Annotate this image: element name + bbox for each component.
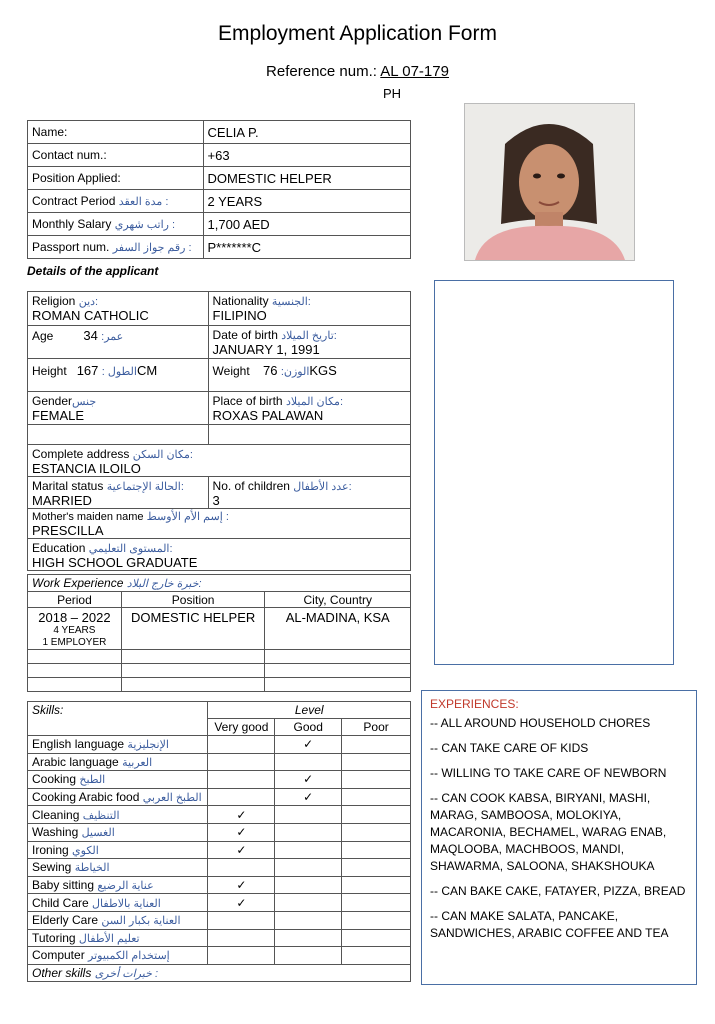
skill-name: Washing (32, 825, 79, 840)
experience-item: -- ALL AROUND HOUSEHOLD CHORES (430, 716, 651, 730)
skill-level-cell (342, 771, 411, 789)
skill-level-cell (275, 806, 342, 824)
work-header-position: Position (121, 592, 265, 608)
form-title: Employment Application Form (218, 22, 497, 45)
skill-name-cell (28, 894, 208, 912)
skill-level-cell (342, 736, 411, 754)
children-cell (208, 477, 410, 509)
weight-arabic: الوزن: (280, 366, 310, 378)
other-skills-row (28, 964, 411, 981)
skill-name-cell (28, 753, 208, 771)
religion-label: Religion (32, 294, 76, 308)
gender-label: Gender (32, 394, 73, 408)
basic-info-table (27, 120, 411, 259)
skill-name-arabic: تعليم الأطفال (78, 932, 140, 945)
info-label: Contract Period (32, 194, 116, 208)
skill-name-cell (28, 771, 208, 789)
age-value: 34 (83, 328, 98, 343)
check-icon: ✓ (303, 772, 314, 787)
mother-arabic: إسم الأم الأوسط : (146, 511, 229, 523)
skill-level-cell (275, 947, 342, 965)
skill-row (28, 876, 411, 894)
check-icon: ✓ (303, 737, 314, 752)
reference-number: AL 07-179 (380, 63, 449, 80)
marital-value: MARRIED (32, 493, 92, 508)
blank-cell (208, 425, 410, 445)
info-label-cell (28, 144, 204, 167)
info-label-cell (28, 121, 204, 144)
info-label-arabic: راتب شهري : (114, 219, 176, 231)
skill-level-cell (275, 911, 342, 929)
other-skills-label: Other skills (32, 965, 92, 980)
skill-name: Computer (32, 948, 85, 963)
weight-cell (208, 359, 410, 392)
nationality-cell (208, 292, 410, 326)
nationality-value: FILIPINO (212, 308, 267, 323)
skill-name-arabic: عناية الرضيع (97, 880, 154, 893)
skill-row (28, 929, 411, 947)
check-icon: ✓ (303, 790, 314, 805)
blank-cell (121, 650, 265, 664)
weight-value: 76KGS (263, 363, 337, 378)
info-row (28, 236, 411, 259)
skill-name: Arabic language (32, 754, 119, 769)
experience-item: -- CAN BAKE CAKE, FATAYER, PIZZA, BREAD (430, 884, 686, 898)
pob-arabic: مكان الميلاد: (285, 396, 344, 408)
skill-level-cell (208, 929, 275, 947)
blank-cell (265, 650, 411, 664)
skill-level-cell (342, 947, 411, 965)
experience-item: -- CAN COOK KABSA, BIRYANI, MASHI, MARAG, SAMBOOSA, MOLOKIYA, MACARONIA, BECHAMEL, WARAG ENAB, MAQLOOBA, MACHBOOS, MANDI, SHAWARMA, SALOONA, SHAKSHOUKA (430, 791, 667, 873)
skill-name-arabic: العناية بالاطفال (92, 897, 161, 910)
info-label-cell (28, 213, 204, 236)
age-label: Age (32, 329, 54, 343)
children-arabic: عدد الأطفال: (293, 481, 352, 493)
dob-arabic: تاريخ الميلاد: (281, 330, 337, 342)
skill-level-cell (342, 788, 411, 806)
level-poor: Poor (342, 719, 411, 736)
address-arabic: مكان السكن: (132, 449, 193, 461)
skill-name: Cleaning (32, 807, 80, 822)
reference-line (0, 63, 715, 80)
experience-item: -- CAN MAKE SALATA, PANCAKE, SANDWICHES, ARABIC COFFEE AND TEA (430, 909, 669, 940)
check-icon: ✓ (236, 825, 247, 840)
work-position: DOMESTIC HELPER (121, 608, 265, 650)
skill-name-cell (28, 841, 208, 859)
work-employer: 1 EMPLOYER (42, 637, 107, 648)
skill-level-cell (208, 894, 275, 912)
skill-level-cell (275, 859, 342, 877)
skill-level-cell (275, 929, 342, 947)
skill-level-cell (208, 753, 275, 771)
skill-row (28, 736, 411, 754)
skill-row (28, 771, 411, 789)
level-good: Good (275, 719, 342, 736)
info-value: 1,700 AED (203, 213, 410, 236)
pob-cell (208, 392, 410, 425)
skill-name-cell (28, 911, 208, 929)
skill-level-cell (208, 876, 275, 894)
nationality-arabic: الجنسية: (271, 296, 311, 308)
skill-level-cell (208, 841, 275, 859)
mother-cell (28, 509, 411, 539)
skill-name-arabic: الطبخ (79, 774, 106, 787)
skill-name: Baby sitting (32, 878, 95, 893)
info-row (28, 144, 411, 167)
children-value: 3 (212, 493, 220, 508)
skill-level-cell (208, 823, 275, 841)
skill-name-cell (28, 736, 208, 754)
skill-name-arabic: الطبخ العربي (142, 792, 202, 805)
check-icon: ✓ (236, 895, 247, 910)
skill-row (28, 841, 411, 859)
skill-level-cell (342, 894, 411, 912)
info-row (28, 121, 411, 144)
religion-cell (28, 292, 209, 326)
info-label: Position Applied: (32, 171, 121, 185)
dob-label: Date of birth (212, 328, 278, 342)
blank-cell (265, 678, 411, 692)
skills-table (27, 701, 411, 982)
skill-level-cell (275, 876, 342, 894)
work-row (28, 608, 411, 650)
info-row (28, 213, 411, 236)
skill-name: English language (32, 737, 125, 752)
skill-name-cell (28, 788, 208, 806)
blank-cell (28, 664, 122, 678)
work-period-cell (28, 608, 122, 650)
skill-level-cell (208, 788, 275, 806)
skill-level-cell (342, 753, 411, 771)
blank-cell (121, 678, 265, 692)
skill-level-cell (275, 753, 342, 771)
skill-level-cell (342, 841, 411, 859)
experiences-title: EXPERIENCES: (430, 697, 519, 711)
blank-cell (28, 719, 208, 736)
experience-item: -- WILLING TO TAKE CARE OF NEWBORN (430, 766, 667, 780)
info-label: Passport num. (32, 240, 110, 254)
level-header: Level (208, 702, 411, 719)
education-cell (28, 539, 411, 571)
mother-value: PRESCILLA (32, 523, 104, 538)
country-code: PH (383, 86, 402, 101)
info-row (28, 190, 411, 213)
skill-name: Cooking Arabic food (32, 790, 140, 805)
blank-cell (265, 664, 411, 678)
info-value: P*******C (203, 236, 410, 259)
skill-name-arabic: التنظيف (82, 809, 120, 822)
blank-cell (28, 425, 209, 445)
check-icon: ✓ (236, 842, 247, 857)
skill-level-cell (342, 823, 411, 841)
skill-row (28, 806, 411, 824)
blank-cell (28, 678, 122, 692)
dob-cell (208, 326, 410, 359)
skill-name-arabic: العربية (122, 756, 153, 769)
skill-level-cell (342, 911, 411, 929)
skill-name-cell (28, 859, 208, 877)
work-years: 4 YEARS (53, 625, 96, 636)
blank-cell (28, 650, 122, 664)
education-value: HIGH SCHOOL GRADUATE (32, 555, 198, 570)
skill-row (28, 947, 411, 965)
work-experience-table (27, 574, 411, 692)
info-label-cell (28, 190, 204, 213)
level-very-good: Very good (208, 719, 275, 736)
skill-row (28, 823, 411, 841)
skill-name-cell (28, 876, 208, 894)
weight-label: Weight (212, 364, 250, 378)
skill-name-arabic: العناية بكبار السن (101, 915, 181, 928)
address-value: ESTANCIA ILOILO (32, 461, 141, 476)
address-label: Complete address (32, 447, 130, 461)
skill-level-cell (342, 876, 411, 894)
info-label-arabic: مدة العقد : (118, 196, 169, 208)
skill-name-cell (28, 947, 208, 965)
other-skills-arabic: خبرات أخرى : (94, 967, 159, 980)
skill-level-cell (275, 736, 342, 754)
info-label: Contact num.: (32, 148, 107, 162)
info-value: CELIA P. (203, 121, 410, 144)
dob-value: JANUARY 1, 1991 (212, 342, 320, 357)
pob-value: ROXAS PALAWAN (212, 408, 324, 423)
children-label: No. of children (212, 479, 290, 493)
skill-level-cell (275, 823, 342, 841)
skill-name: Ironing (32, 842, 69, 857)
info-value: 2 YEARS (203, 190, 410, 213)
gender-cell (28, 392, 209, 425)
education-label: Education (32, 541, 86, 555)
religion-arabic: دين: (78, 296, 99, 308)
gender-arabic: جنس (72, 396, 97, 408)
skills-title: Skills: (28, 702, 208, 719)
check-icon: ✓ (236, 807, 247, 822)
skill-name-cell (28, 806, 208, 824)
age-cell (28, 326, 209, 359)
info-label: Name: (32, 125, 68, 139)
skill-row (28, 911, 411, 929)
gender-value: FEMALE (32, 408, 85, 423)
skill-level-cell (208, 947, 275, 965)
applicant-photo (464, 103, 635, 261)
skill-level-cell (275, 894, 342, 912)
height-value: 167CM (76, 363, 158, 378)
skill-name-arabic: الغسيل (81, 827, 115, 840)
work-title-label: Work Experience (32, 576, 124, 590)
skill-level-cell (208, 911, 275, 929)
skill-name-cell (28, 823, 208, 841)
skill-level-cell (208, 736, 275, 754)
skill-level-cell (208, 859, 275, 877)
skill-level-cell (275, 771, 342, 789)
skill-name-arabic: الخياطة (74, 862, 110, 875)
person-portrait-icon (465, 104, 634, 260)
religion-value: ROMAN CATHOLIC (32, 308, 149, 323)
info-row (28, 167, 411, 190)
work-header-city: City, Country (265, 592, 411, 608)
info-value: DOMESTIC HELPER (203, 167, 410, 190)
height-label: Height (32, 364, 67, 378)
skill-level-cell (208, 771, 275, 789)
age-arabic: عمر: (101, 331, 124, 343)
address-cell (28, 445, 411, 477)
work-city: AL-MADINA, KSA (265, 608, 411, 650)
full-body-photo-frame (434, 280, 674, 665)
skill-name: Sewing (32, 860, 72, 875)
info-label-arabic: رقم جواز السفر : (112, 242, 192, 254)
work-experience-title (28, 575, 411, 592)
details-table (27, 291, 411, 571)
skill-level-cell (275, 788, 342, 806)
check-icon: ✓ (236, 878, 247, 893)
work-title-arabic: خبرة خارج البلاد: (126, 578, 202, 590)
height-cell (28, 359, 209, 392)
nationality-label: Nationality (212, 294, 269, 308)
height-arabic: الطول : (101, 366, 137, 378)
skill-name: Cooking (32, 772, 77, 787)
info-label-cell (28, 167, 204, 190)
experiences-list (422, 715, 696, 942)
experiences-box (421, 690, 697, 985)
work-header-period: Period (28, 592, 122, 608)
info-value: +63 (203, 144, 410, 167)
marital-label: Marital status (32, 479, 104, 493)
skill-name-arabic: الكوي (72, 844, 99, 857)
mother-label: Mother's maiden name (32, 511, 144, 523)
skill-level-cell (208, 806, 275, 824)
skill-name: Child Care (32, 895, 89, 910)
work-period: 2018 – 2022 (38, 610, 111, 625)
skill-name: Elderly Care (32, 913, 99, 928)
info-label-cell (28, 236, 204, 259)
skill-name-cell (28, 929, 208, 947)
skill-level-cell (342, 859, 411, 877)
skill-level-cell (342, 929, 411, 947)
skill-row (28, 788, 411, 806)
reference-label: Reference num.: (266, 63, 377, 80)
pob-label: Place of birth (212, 394, 283, 408)
skill-row (28, 894, 411, 912)
skill-row (28, 753, 411, 771)
skill-name-arabic: الإنجليزية (127, 739, 169, 752)
experience-item: -- CAN TAKE CARE OF KIDS (430, 741, 589, 755)
skill-row (28, 859, 411, 877)
marital-cell (28, 477, 209, 509)
education-arabic: المستوى التعليمي: (88, 543, 173, 555)
info-label: Monthly Salary (32, 217, 112, 231)
blank-cell (121, 664, 265, 678)
skill-level-cell (342, 806, 411, 824)
skill-level-cell (275, 841, 342, 859)
skill-name: Tutoring (32, 930, 76, 945)
details-heading: Details of the applicant (27, 264, 159, 278)
marital-arabic: الحالة الإجتماعية: (106, 481, 184, 493)
skill-name-arabic: إستخدام الكمبيوتر (88, 950, 170, 963)
